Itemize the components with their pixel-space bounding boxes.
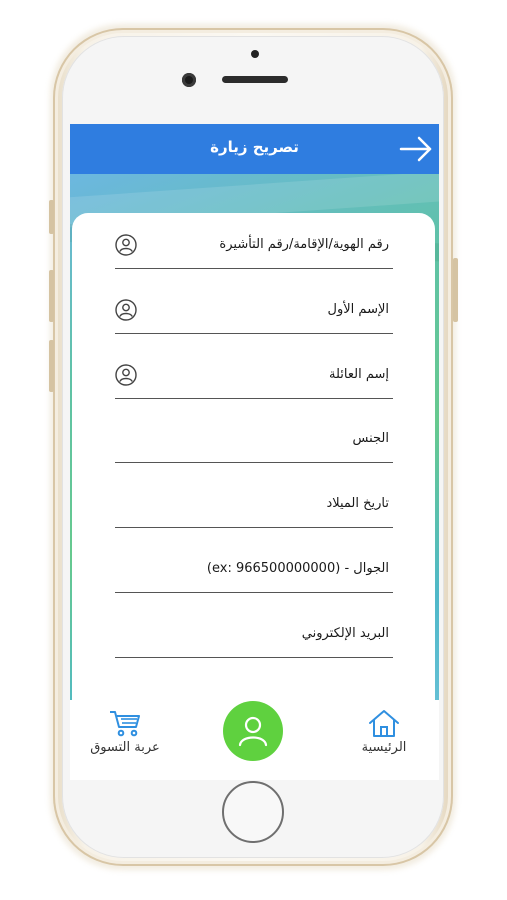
app-screen	[70, 124, 439, 780]
nav-home-label: الرئيسية	[361, 740, 407, 755]
first-name-field[interactable]	[115, 294, 393, 334]
form-card	[72, 213, 435, 733]
power-button	[453, 258, 458, 322]
app-header	[70, 124, 439, 174]
arrow-right-icon[interactable]	[399, 134, 433, 164]
user-circle-icon	[115, 364, 137, 386]
mute-switch	[49, 200, 54, 234]
user-circle-icon	[115, 299, 137, 321]
page-title: تصريح زيارة	[210, 138, 299, 156]
field-label: الجنس	[352, 431, 389, 446]
email-field[interactable]	[115, 618, 393, 658]
user-icon	[238, 715, 268, 747]
home-icon	[367, 708, 401, 738]
nav-cart[interactable]	[70, 708, 180, 755]
shopping-cart-icon	[108, 708, 142, 738]
proximity-sensor	[251, 50, 259, 58]
gender-field[interactable]	[115, 423, 393, 463]
field-label: البريد الإلكتروني	[301, 626, 389, 641]
profile-center-button[interactable]	[223, 701, 283, 761]
id-number-field[interactable]	[115, 229, 393, 269]
field-label: إسم العائلة	[329, 367, 389, 382]
nav-home[interactable]	[329, 708, 439, 755]
volume-up-button	[49, 270, 54, 322]
family-name-field[interactable]	[115, 359, 393, 399]
front-camera	[182, 73, 196, 87]
nav-cart-label: عربة التسوق	[90, 740, 160, 755]
user-circle-icon	[115, 234, 137, 256]
field-label: الإسم الأول	[327, 302, 389, 317]
earpiece-speaker	[222, 76, 288, 83]
field-label: الجوال - (ex: 966500000000)	[206, 561, 389, 576]
volume-down-button	[49, 340, 54, 392]
field-label: تاريخ الميلاد	[326, 496, 389, 511]
mobile-field[interactable]	[115, 553, 393, 593]
home-hardware-button[interactable]	[222, 781, 284, 843]
field-label: رقم الهوية/الإقامة/رقم التأشيرة	[219, 237, 389, 252]
birth-date-field[interactable]	[115, 488, 393, 528]
